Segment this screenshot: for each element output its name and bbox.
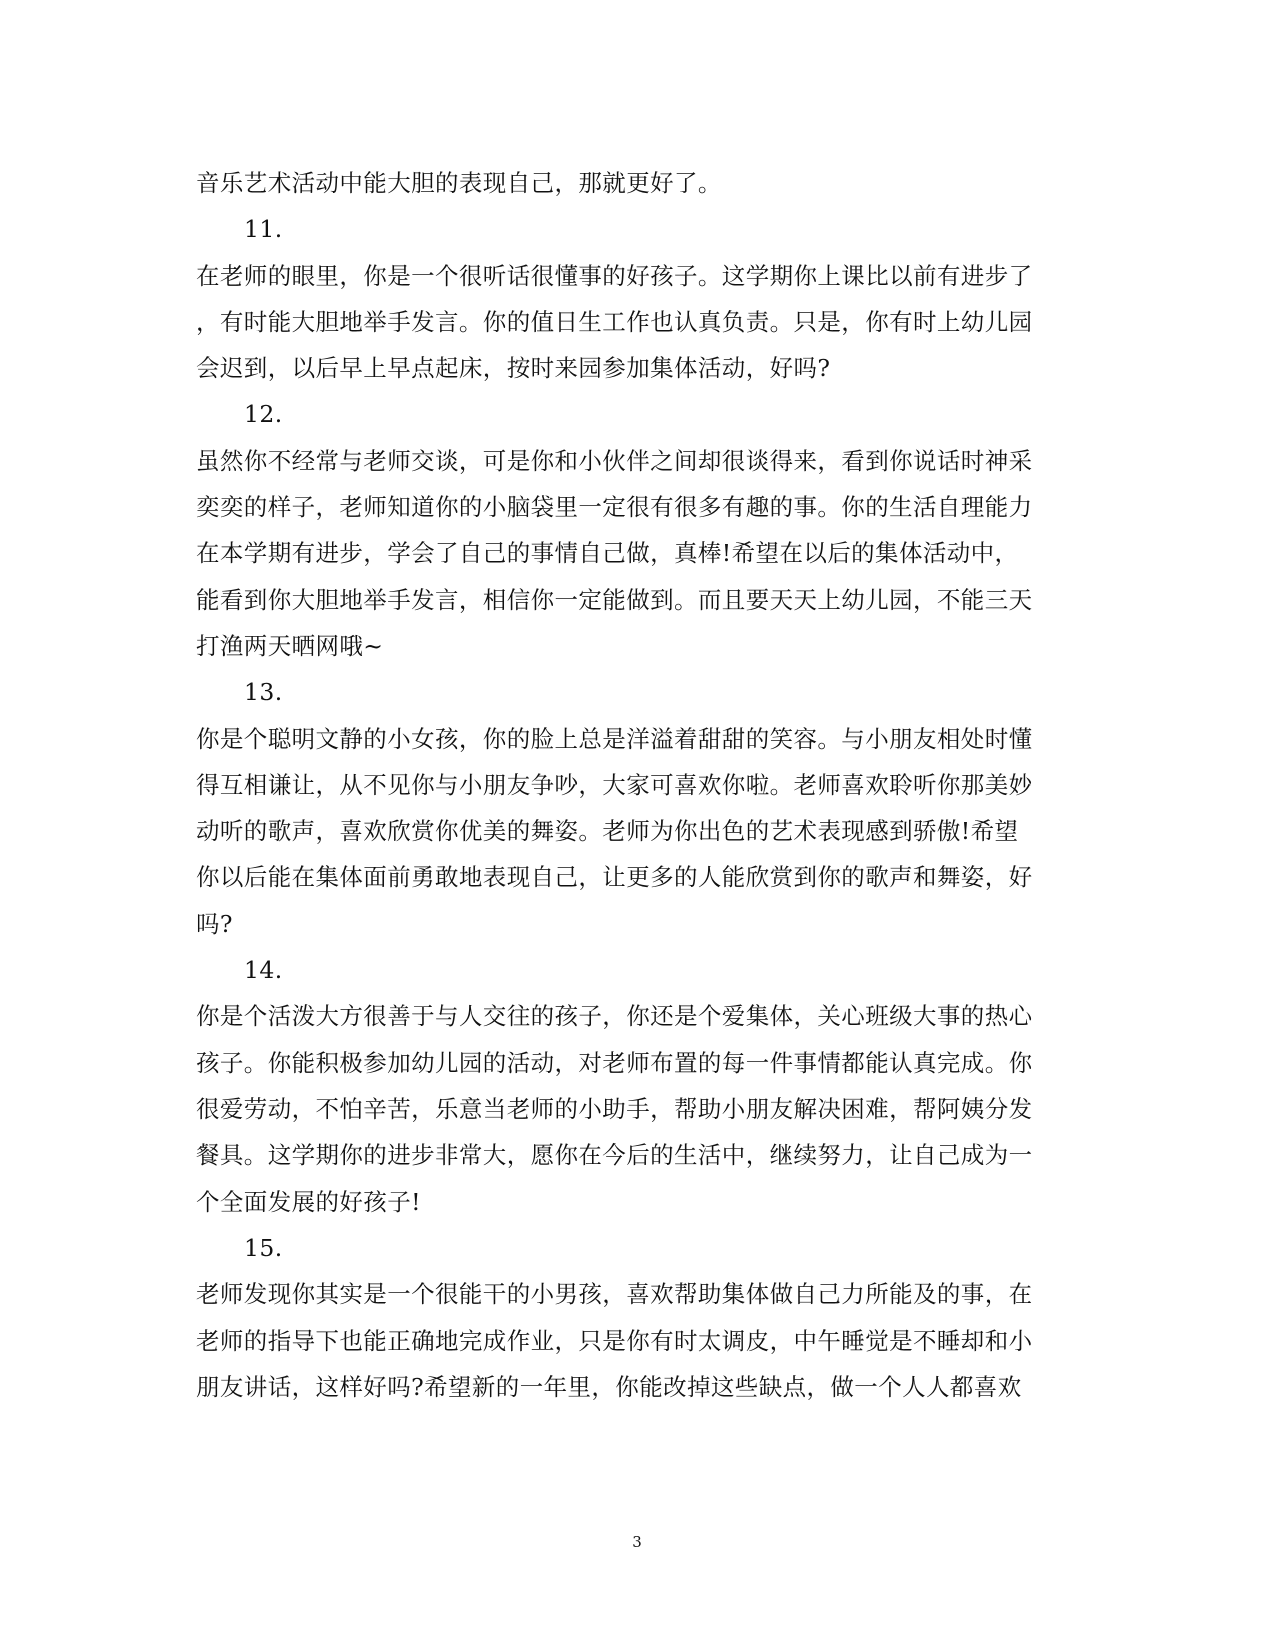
text-line: 你以后能在集体面前勇敢地表现自己，让更多的人能欣赏到你的歌声和舞姿，好 — [196, 863, 1033, 891]
text-line: 你是个聪明文静的小女孩，你的脸上总是洋溢着甜甜的笑容。与小朋友相处时懂 — [196, 725, 1033, 753]
text-line: 得互相谦让，从不见你与小朋友争吵，大家可喜欢你啦。老师喜欢聆听你那美妙 — [196, 771, 1033, 799]
text-line: 很爱劳动，不怕辛苦，乐意当老师的小助手，帮助小朋友解决困难，帮阿姨分发 — [196, 1095, 1033, 1123]
page-number: 3 — [632, 1533, 642, 1551]
text-line: 个全面发展的好孩子! — [196, 1188, 421, 1216]
text-line: 动听的歌声，喜欢欣赏你优美的舞姿。老师为你出色的艺术表现感到骄傲!希望 — [196, 817, 1019, 845]
text-line: 音乐艺术活动中能大胆的表现自己，那就更好了。 — [196, 169, 722, 197]
text-line: 打渔两天晒网哦~ — [196, 632, 384, 660]
text-line: 老师的指导下也能正确地完成作业，只是你有时太调皮，中午睡觉是不睡却和小 — [196, 1327, 1033, 1355]
item-number: 13. — [244, 678, 283, 706]
text-line: 在老师的眼里，你是一个很听话很懂事的好孩子。这学期你上课比以前有进步了 — [196, 262, 1033, 290]
text-line: 吗? — [196, 910, 233, 938]
text-line: 餐具。这学期你的进步非常大，愿你在今后的生活中，继续努力，让自己成为一 — [196, 1141, 1033, 1169]
item-number: 12. — [244, 400, 283, 428]
text-line: 你是个活泼大方很善于与人交往的孩子，你还是个爱集体，关心班级大事的热心 — [196, 1002, 1033, 1030]
text-line: 朋友讲话，这样好吗?希望新的一年里，你能改掉这些缺点，做一个人人都喜欢 — [196, 1373, 1022, 1401]
item-number: 14. — [244, 956, 283, 984]
text-line: 会迟到，以后早上早点起床，按时来园参加集体活动，好吗? — [196, 354, 831, 382]
text-line: 孩子。你能积极参加幼儿园的活动，对老师布置的每一件事情都能认真完成。你 — [196, 1049, 1033, 1077]
text-line: 在本学期有进步，学会了自己的事情自己做，真棒!希望在以后的集体活动中， — [196, 539, 1019, 567]
text-line: 奕奕的样子，老师知道你的小脑袋里一定很有很多有趣的事。你的生活自理能力 — [196, 493, 1033, 521]
text-line: 能看到你大胆地举手发言，相信你一定能做到。而且要天天上幼儿园，不能三天 — [196, 586, 1033, 614]
text-line: 老师发现你其实是一个很能干的小男孩，喜欢帮助集体做自己力所能及的事，在 — [196, 1280, 1033, 1308]
item-number: 15. — [244, 1234, 283, 1262]
text-line: 虽然你不经常与老师交谈，可是你和小伙伴之间却很谈得来，看到你说话时神采 — [196, 447, 1033, 475]
text-line: ，有时能大胆地举手发言。你的值日生工作也认真负责。只是，你有时上幼儿园 — [196, 308, 1033, 336]
item-number: 11. — [244, 215, 283, 243]
